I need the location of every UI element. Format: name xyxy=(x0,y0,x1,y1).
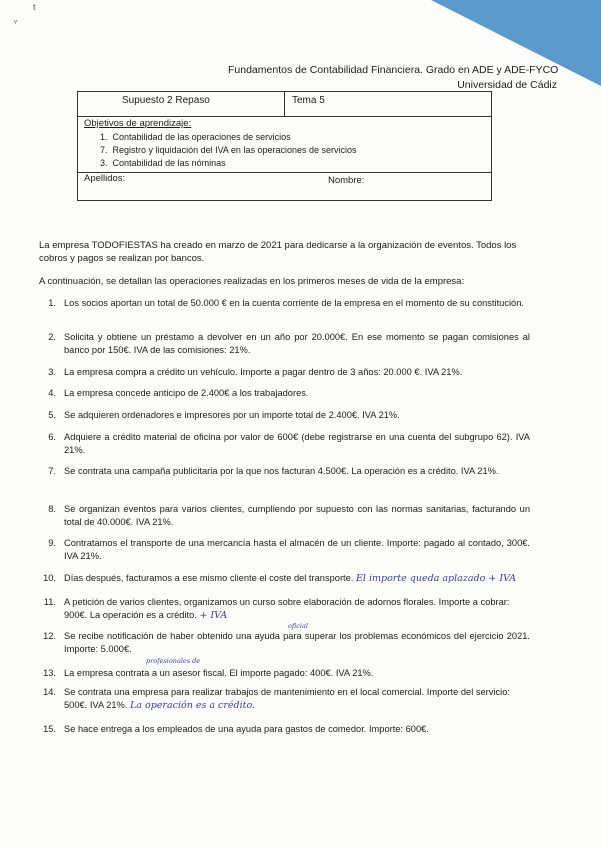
course-title: Fundamentos de Contabilidad Financiera. Grado en ADE y ADE-FYCO xyxy=(228,64,559,76)
operation-number: 14. xyxy=(43,687,56,697)
scan-mark: t xyxy=(33,2,36,12)
operation-text: Se hace entrega a los empleados de una ayuda para gastos de comedor. Importe: 600€. xyxy=(64,724,429,734)
handwritten-note: profesionales de xyxy=(146,657,201,665)
objective-number: 7. xyxy=(100,145,108,155)
case-title: Supuesto 2 Repaso xyxy=(122,95,210,106)
scan-mark: ᵥ xyxy=(14,15,17,25)
operation-number: 7. xyxy=(48,466,56,476)
operation-number: 1. xyxy=(48,298,56,308)
operation-number: 4. xyxy=(48,388,56,398)
objective-text: Registro y liquidación del IVA en las operaciones de servicios xyxy=(112,145,357,155)
operation-text: La empresa concede anticipo de 2.400€ a los trabajadores. xyxy=(64,388,309,398)
objective-text: Contabilidad de las operaciones de servicios xyxy=(112,132,291,142)
operation-text-printed: Se contrata una empresa para realizar trabajos de mantenimiento en el local comercial. Importe del servicio: 500€. IVA 21%. xyxy=(64,687,510,710)
handwritten-note: oficial xyxy=(288,622,308,630)
operation-text: Se adquieren ordenadores e impresores por un importe total de 2.400€. IVA 21%. xyxy=(64,410,400,420)
handwritten-note: El importe queda aplazado + IVA xyxy=(355,573,517,584)
objectives-title: Objetivos de aprendizaje: xyxy=(84,118,192,129)
university-name: Universidad de Cádiz xyxy=(457,79,557,91)
operation-text xyxy=(64,686,530,712)
operation-text xyxy=(64,572,530,585)
operation-number: 10. xyxy=(43,573,56,583)
objective-item xyxy=(100,132,291,142)
operation-number: 9. xyxy=(48,538,56,548)
operation-text: Se organizan eventos para varios clientes, cumpliendo por supuesto con las normas sanitarias, facturando un total de 40.000€. IVA 21%. xyxy=(64,504,530,527)
handwritten-note: La operación es a crédito. xyxy=(130,700,256,711)
operation-text-printed: Días después, facturamos a ese mismo cliente el coste del transporte. xyxy=(64,573,354,583)
operation-number: 15. xyxy=(43,724,56,734)
operation-text: Contratamos el transporte de una mercancía hasta el almacén de un cliente. Importe: pagado al contado, 300€. IVA 21%. xyxy=(64,538,530,561)
operation-text: Adquiere a crédito material de oficina por valor de 600€ (debe registrarse en una cuenta del subgrupo 62). IVA 21%. xyxy=(64,432,530,455)
operation-number: 12. xyxy=(43,631,56,641)
operation-number: 3. xyxy=(48,367,56,377)
surname-label: Apellidos: xyxy=(84,173,126,184)
operation-text: La empresa compra a crédito un vehículo. Importe a pagar dentro de 3 años: 20.000 €. IVA 21%. xyxy=(64,367,463,377)
divider xyxy=(284,92,285,116)
operation-number: 6. xyxy=(48,432,56,442)
objective-item xyxy=(100,158,226,168)
operation-text: La empresa contrata a un asesor fiscal. El importe pagado: 400€. IVA 21%. xyxy=(64,668,374,678)
objective-number: 3. xyxy=(100,158,108,168)
operation-number: 2. xyxy=(48,332,56,342)
objective-text: Contabilidad de las nóminas xyxy=(112,158,226,168)
operation-text xyxy=(64,596,530,622)
intro-paragraph: A continuación, se detallan las operaciones realizadas en los primeros meses de vida de la empresa: xyxy=(39,276,465,287)
handwritten-note: + IVA xyxy=(199,610,228,621)
operation-number: 13. xyxy=(43,668,56,678)
objective-item xyxy=(100,145,357,155)
operation-text: Los socios aportan un total de 50.000 € en la cuenta corriente de la empresa en el momento de su constitución. xyxy=(64,298,524,308)
operation-number: 11. xyxy=(43,597,56,607)
name-label: Nombre: xyxy=(328,175,365,186)
topic-label: Tema 5 xyxy=(292,95,325,106)
operation-number: 5. xyxy=(48,410,56,420)
operation-text: Solicita y obtiene un préstamo a devolver en un año por 20.000€. En ese momento se pagan comisiones al banco por 150€. IVA de las comisiones: 21%. xyxy=(64,332,530,355)
info-box xyxy=(77,91,492,201)
objective-number: 1. xyxy=(100,132,108,142)
operation-text: Se recibe notificación de haber obtenido una ayuda para superar los problemas económicos del ejercicio 2021. Importe: 5.000€. xyxy=(64,631,530,654)
operation-text-printed: A petición de varios clientes, organizamos un curso sobre elaboración de adornos florales. Importe a cobrar: 900€. La operación es a crédito. xyxy=(64,597,510,620)
intro-paragraph: La empresa TODOFIESTAS ha creado en marzo de 2021 para dedicarse a la organización de eventos. Todos los cobros y pagos se realizan por bancos. xyxy=(39,240,517,264)
operation-text: Se contrata una campaña publicitaria por la que nos facturan 4.500€. La operación es a crédito. IVA 21%. xyxy=(64,466,499,476)
operation-number: 8. xyxy=(48,504,56,514)
divider xyxy=(78,172,491,173)
